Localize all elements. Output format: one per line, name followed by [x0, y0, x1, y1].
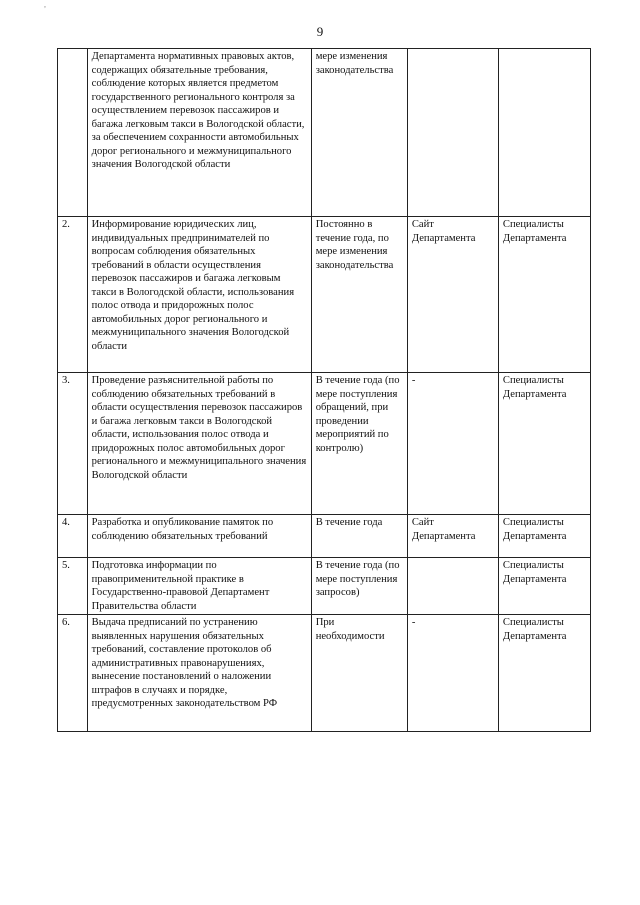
table-row: [58, 515, 591, 558]
source-text: [407, 49, 498, 217]
responsible-text: Специалисты Департамента: [498, 515, 590, 558]
source-text: Сайт Департамента: [407, 515, 498, 558]
table-row: [58, 49, 591, 217]
period-text: При необходимости: [311, 615, 407, 732]
period-text: мере изменения законодательства: [311, 49, 407, 217]
responsible-text: Специалисты Департамента: [498, 373, 590, 515]
responsible-text: Специалисты Департамента: [498, 615, 590, 732]
row-number: 6.: [58, 615, 88, 732]
period-text: В течение года: [311, 515, 407, 558]
source-text: -: [407, 373, 498, 515]
period-text: В течение года (по мере поступления запросов): [311, 558, 407, 615]
table-row: [58, 217, 591, 373]
task-text: Подготовка информации по правоприменительной практике в Государственно-правовой Департамент Правительства области: [87, 558, 311, 615]
source-text: -: [407, 615, 498, 732]
task-text: Разработка и опубликование памяток по соблюдению обязательных требований: [87, 515, 311, 558]
row-number: [58, 49, 88, 217]
period-text: Постоянно в течение года, по мере изменения законодательства: [311, 217, 407, 373]
responsible-text: [498, 49, 590, 217]
scan-mark: ,: [44, 0, 46, 9]
task-text: Выдача предписаний по устранению выявленных нарушения обязательных требований, составление протоколов об административных правонарушениях, вынесение постановлений о наложении штрафов в случаях и порядке, предусмотренных законодательством РФ: [87, 615, 311, 732]
row-number: 3.: [58, 373, 88, 515]
row-number: 5.: [58, 558, 88, 615]
row-number: 2.: [58, 217, 88, 373]
table-row: [58, 558, 591, 615]
responsible-text: Специалисты Департамента: [498, 217, 590, 373]
responsible-text: Специалисты Департамента: [498, 558, 590, 615]
table-row: [58, 373, 591, 515]
measures-table: [57, 48, 591, 732]
task-text: Департамента нормативных правовых актов, содержащих обязательные требования, соблюдение которых является предметом государственного регионального контроля за осуществлением перевозок пассажиров и багажа легковым такси в Вологодской области, за обеспечением сохранности автомобильных дорог регионального и межмуниципального значения Вологодской области: [87, 49, 311, 217]
source-text: [407, 558, 498, 615]
period-text: В течение года (по мере поступления обращений, при проведении мероприятий по контролю): [311, 373, 407, 515]
page-number: 9: [316, 24, 324, 39]
task-text: Проведение разъяснительной работы по соблюдению обязательных требований в области осуществления перевозок пассажиров и багажа легковым такси в Вологодской области, использования полос отвода и придорожных полос автомобильных дорог регионального и межмуниципального значения Вологодской области: [87, 373, 311, 515]
task-text: Информирование юридических лиц, индивидуальных предпринимателей по вопросам соблюдения обязательных требований в области осуществления перевозок пассажиров и багажа легковым такси в Вологодской области, использования полос отвода и придорожных полос автомобильных дорог регионального и межмуниципального значения Вологодской области: [87, 217, 311, 373]
table-row: [58, 615, 591, 732]
row-number: 4.: [58, 515, 88, 558]
source-text: Сайт Департамента: [407, 217, 498, 373]
